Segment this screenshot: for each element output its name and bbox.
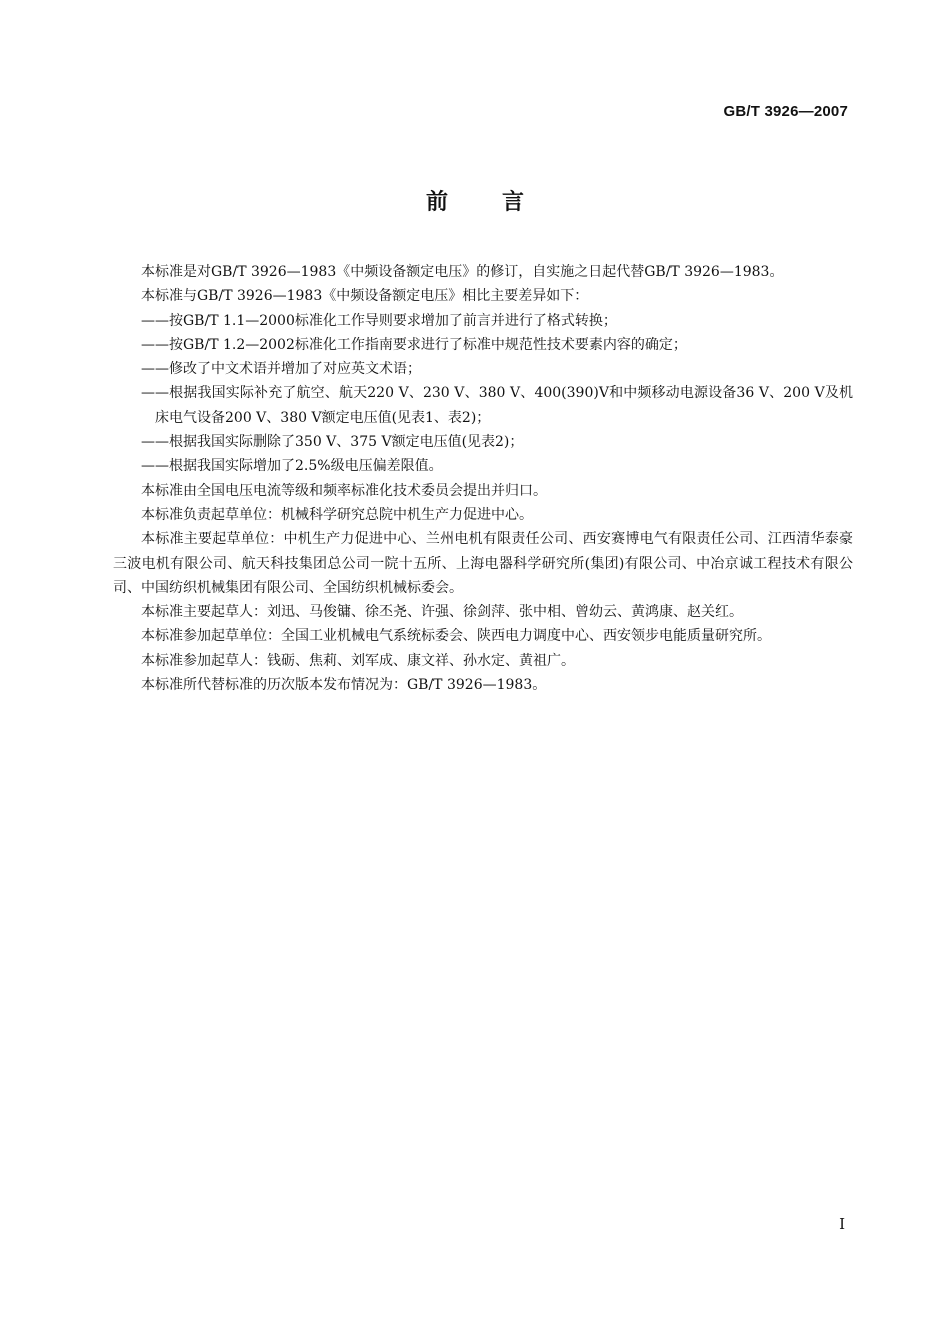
difference-item-4: ——根据我国实际补充了航空、航天220 V、230 V、380 V、400(390)V和中频移动电源设备36 V、200 V及机床电气设备200 V、380 V额定电压值(见表1、表2)；	[141, 385, 853, 426]
title-char-2: 言	[502, 190, 525, 215]
paragraph-revision: 本标准是对GB/T 3926—1983《中频设备额定电压》的修订，自实施之日起代替GB/T 3926—1983。	[141, 264, 784, 280]
title-char-1: 前	[425, 190, 448, 215]
paragraph-participating-units: 本标准参加起草单位：全国工业机械电气系统标委会、陕西电力调度中心、西安领步电能质量研究所。	[141, 628, 771, 645]
difference-item-1: ——按GB/T 1.1—2000标准化工作导则要求增加了前言并进行了格式转换；	[141, 312, 617, 329]
difference-item-5: ——根据我国实际删除了350 V、375 V额定电压值(见表2)；	[141, 434, 524, 451]
paragraph-proposer: 本标准由全国电压电流等级和频率标准化技术委员会提出并归口。	[141, 482, 547, 499]
paragraph-main-drafters: 本标准主要起草人：刘迅、马俊镛、徐丕尧、许强、徐剑萍、张中相、曾幼云、黄鸿康、赵关红。	[141, 604, 743, 621]
paragraph-history: 本标准所代替标准的历次版本发布情况为：GB/T 3926—1983。	[141, 677, 547, 694]
paragraph-responsible-unit: 本标准负责起草单位：机械科学研究总院中机生产力促进中心。	[141, 506, 533, 523]
difference-item-2: ——按GB/T 1.2—2002标准化工作指南要求进行了标准中规范性技术要素内容的确定；	[141, 336, 687, 353]
difference-item-3: ——修改了中文术语并增加了对应英文术语；	[141, 361, 421, 378]
page-title	[0, 185, 950, 216]
paragraph-participating-drafters: 本标准参加起草人：钱砺、焦莉、刘军成、康文祥、孙水定、黄祖广。	[141, 652, 575, 669]
standard-number: GB/T 3926—2007	[723, 103, 848, 120]
paragraph-main-drafting-units: 本标准主要起草单位：中机生产力促进中心、兰州电机有限责任公司、西安赛博电气有限责任公司、江西清华泰豪三波电机有限公司、航天科技集团总公司一院十五所、上海电器科学研究所(集团)有限公司、中冶京诚工程技术有限公司、中国纺织机械集团有限公司、全国纺织机械标委会。	[113, 531, 853, 596]
difference-item-6: ——根据我国实际增加了2.5%级电压偏差限值。	[141, 458, 443, 475]
foreword-body	[113, 260, 853, 697]
page-number: I	[839, 1215, 845, 1233]
paragraph-differences-intro: 本标准与GB/T 3926—1983《中频设备额定电压》相比主要差异如下：	[141, 288, 589, 305]
